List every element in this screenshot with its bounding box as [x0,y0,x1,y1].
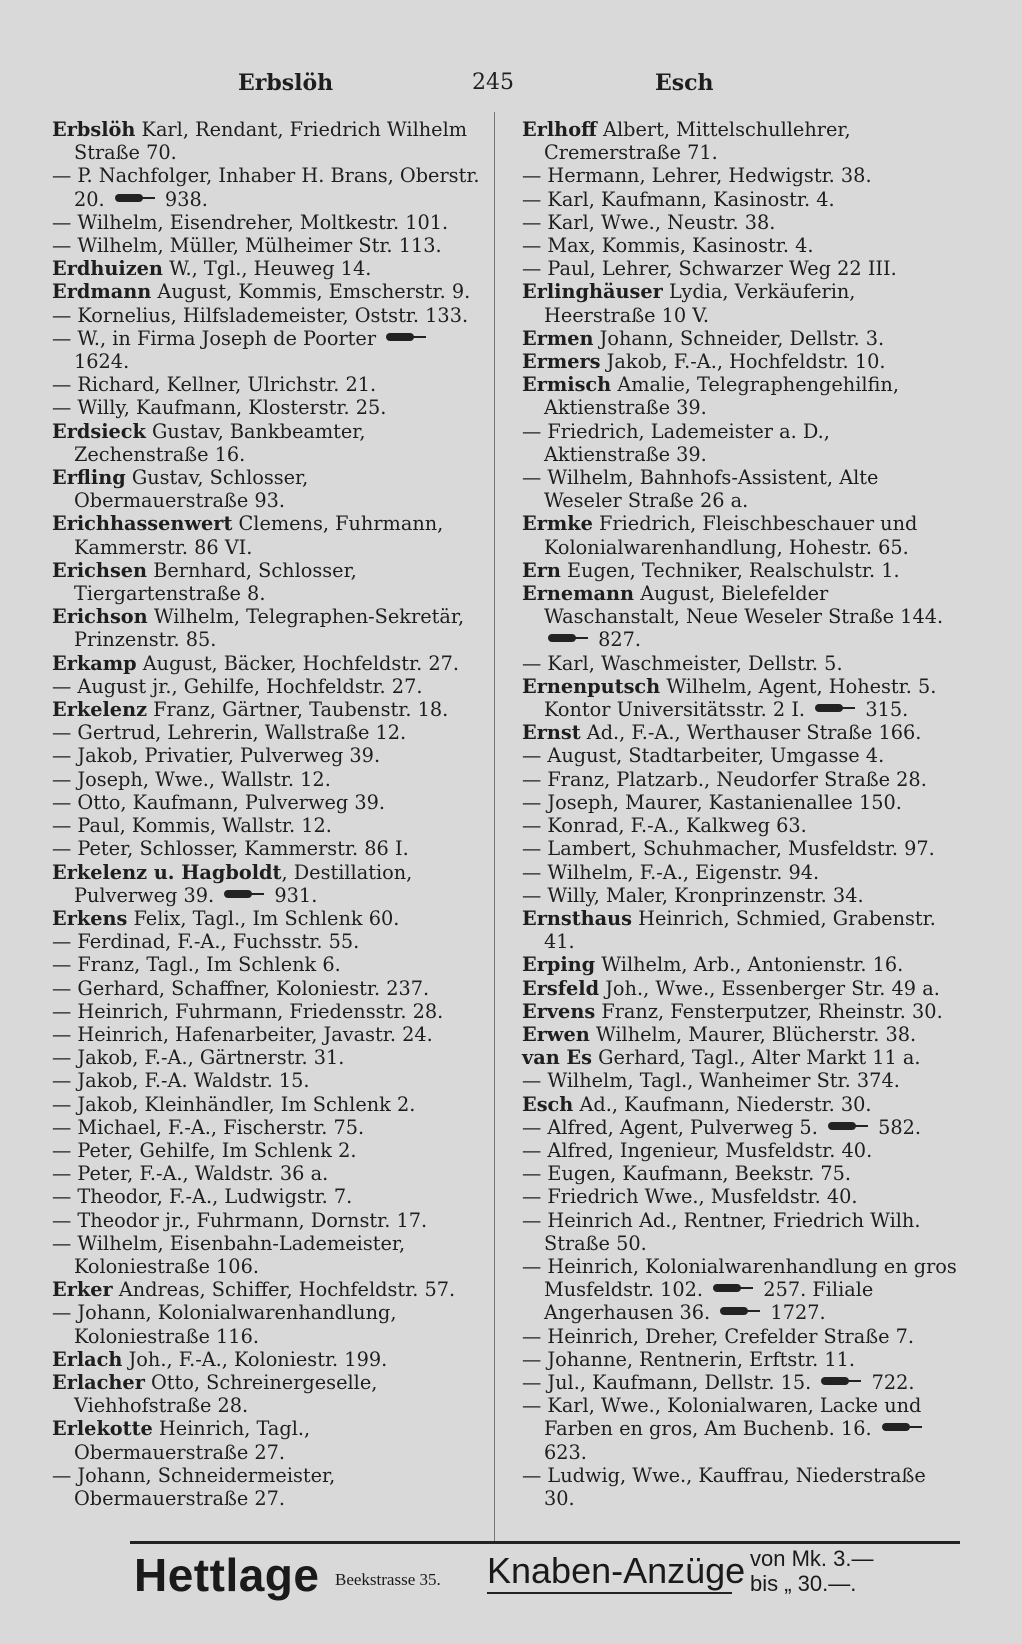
right-entry: — Johanne, Rentnerin, Erftstr. 11. [522,1347,855,1371]
right-entry: — Eugen, Kaufmann, Beekstr. 75. [522,1162,851,1186]
telephone-icon [821,1376,861,1388]
left-entry: Erkamp August, Bäcker, Hochfeldstr. 27. [52,651,459,675]
left-entry: — Peter, Gehilfe, Im Schlenk 2. [52,1138,357,1162]
left-entry: Erbslöh Karl, Rendant, Friedrich Wilhelm Straße 70. [52,118,468,165]
left-entry: Erkens Felix, Tagl., Im Schlenk 60. [52,906,400,930]
left-entry: — Peter, F.-A., Waldstr. 36 a. [52,1162,329,1186]
left-entry: — W., in Firma Joseph de Poorter 1624. [52,327,484,373]
right-entry: — Max, Kommis, Kasinostr. 4. [522,234,814,258]
right-entry: — Friedrich, Lademeister a. D., Aktienstraße 39. [522,419,830,466]
right-entry: — Ludwig, Wwe., Kauffrau, Niederstraße 30. [522,1463,926,1510]
right-column [522,118,960,1510]
right-entry: Erping Wilhelm, Arb., Antonienstr. 16. [522,953,904,977]
right-entry: Ern Eugen, Techniker, Realschulstr. 1. [522,558,900,582]
left-entry: — Jakob, Kleinhändler, Im Schlenk 2. [52,1092,416,1116]
left-entry: Erkelenz u. Hagboldt, Destillation, Pulverweg 39. 931. [52,860,413,907]
entry-surname: Ernst [522,721,581,745]
left-entry: — Michael, F.-A., Fischerstr. 75. [52,1115,365,1139]
entry-surname: Erwen [522,1022,590,1046]
advert-price [750,1546,873,1596]
left-entry: — Gerhard, Schaffner, Koloniestr. 237. [52,976,430,1000]
left-column [52,118,484,1510]
entry-surname: Erdmann [52,280,152,304]
entry-surname: Ernenputsch [522,674,661,698]
left-entry: — Richard, Kellner, Ulrichstr. 21. [52,373,377,397]
left-entry: — Willy, Kaufmann, Klosterstr. 25. [52,396,387,420]
right-entry: — Karl, Wwe., Neustr. 38. [522,210,776,234]
left-entry: Erdmann August, Kommis, Emscherstr. 9. [52,280,471,304]
right-entry: Ermisch Amalie, Telegraphengehilfin, Aktienstraße 39. [522,373,899,420]
left-entry: — P. Nachfolger, Inhaber H. Brans, Oberstr. 20. 938. [52,164,480,211]
left-entry: Erfling Gustav, Schlosser, Obermauerstraße 93. [52,466,309,513]
advert-price-from: von Mk. 3.— [750,1546,874,1571]
entry-surname: Erichsen [52,558,148,582]
telephone-icon [828,1121,868,1133]
right-entry: Erwen Wilhelm, Maurer, Blücherstr. 38. [522,1022,917,1046]
advert-underline [487,1592,732,1594]
entry-surname: Erkamp [52,651,137,675]
advert-rule [130,1541,960,1544]
entry-surname: Ermen [522,326,594,350]
entry-surname: Erbslöh [52,118,136,141]
right-entry: Ernst Ad., F.-A., Werthauser Straße 166. [522,721,922,745]
right-entry: — Heinrich, Kolonialwarenhandlung en gros Musfeldstr. 102. 257. Filiale Angerhausen 36. 1727. [522,1254,957,1325]
entry-surname: Erlacher [52,1370,145,1394]
left-entry: Erlekotte Heinrich, Tagl., Obermauerstraße 27. [52,1417,311,1464]
left-entry: Erlacher Otto, Schreinergeselle, Viehhofstraße 28. [52,1370,378,1418]
right-entry: — Karl, Waschmeister, Dellstr. 5. [522,651,843,675]
left-entry: — Johann, Schneidermeister, Obermauerstraße 27. [52,1463,336,1510]
left-entry: — Heinrich, Hafenarbeiter, Javastr. 24. [52,1022,433,1046]
right-entry: Ermen Johann, Schneider, Dellstr. 3. [522,326,885,350]
left-entry: — Jakob, Privatier, Pulverweg 39. [52,744,381,768]
entry-surname: Erping [522,953,596,977]
entry-surname: Erdsieck [52,419,146,443]
entry-surname: Erkelenz u. Hagboldt [52,860,282,884]
running-head-left: Erbslöh [238,70,334,96]
left-entry: — Ferdinad, F.-A., Fuchsstr. 55. [52,930,360,954]
right-entry: — Alfred, Agent, Pulverweg 5. 582. [522,1115,922,1139]
entry-surname: Ermers [522,350,601,374]
column-divider [494,112,495,1542]
right-entry: Ernemann August, Bielefelder Waschanstalt, Neue Weseler Straße 144. 827. [522,582,944,652]
right-entry: — Karl, Kaufmann, Kasinostr. 4. [522,187,835,211]
advert-street: Beekstrasse 35. [335,1570,441,1589]
right-entry: — Konrad, F.-A., Kalkweg 63. [522,814,807,838]
right-entry: — Alfred, Ingenieur, Musfeldstr. 40. [522,1138,873,1162]
right-entry: — Hermann, Lehrer, Hedwigstr. 38. [522,164,872,188]
right-entry: — Paul, Lehrer, Schwarzer Weg 22 III. [522,257,897,281]
left-entry: Erkelenz Franz, Gärtner, Taubenstr. 18. [52,698,449,722]
entry-surname: Erlekotte [52,1417,153,1441]
left-entry: Erlach Joh., F.-A., Koloniestr. 199. [52,1347,388,1371]
entry-surname: Ervens [522,999,596,1023]
entry-surname: Erlinghäuser [522,280,663,304]
entry-surname: Erfling [52,466,126,490]
left-entry: — Johann, Kolonialwarenhandlung, Koloniestraße 116. [52,1301,397,1348]
left-entry: — Joseph, Wwe., Wallstr. 12. [52,767,331,791]
right-entry: — Wilhelm, F.-A., Eigenstr. 94. [522,860,820,884]
right-entry: Ersfeld Joh., Wwe., Essenberger Str. 49 a. [522,976,940,1000]
right-entry: — Karl, Wwe., Kolonialwaren, Lacke und Farben en gros, Am Buchenb. 16. 623. [522,1394,922,1464]
entry-surname: Erker [52,1278,113,1302]
left-entry: — Wilhelm, Eisenbahn-Lademeister, Koloniestraße 106. [52,1231,406,1278]
telephone-icon [224,889,264,901]
right-entry: van Es Gerhard, Tagl., Alter Markt 11 a. [522,1046,921,1070]
right-entry: Ermke Friedrich, Fleischbeschauer und Kolonialwarenhandlung, Hohestr. 65. [522,512,918,559]
telephone-icon [115,193,155,205]
left-entry: — Wilhelm, Müller, Mülheimer Str. 113. [52,234,442,258]
telephone-icon [882,1422,922,1434]
right-entry: — Wilhelm, Bahnhofs-Assistent, Alte Weseler Straße 26 a. [522,466,879,513]
entry-surname: Erdhuizen [52,257,163,281]
left-entry: Erker Andreas, Schiffer, Hochfeldstr. 57. [52,1278,456,1302]
right-entry: — Friedrich Wwe., Musfeldstr. 40. [522,1185,858,1209]
entry-surname: Erlach [52,1347,123,1371]
entry-surname: Erlhoff [522,118,597,141]
left-entry: — Franz, Tagl., Im Schlenk 6. [52,953,341,977]
left-entry: — Paul, Kommis, Wallstr. 12. [52,814,332,838]
entry-surname: van Es [522,1046,592,1070]
entry-surname: Ernsthaus [522,906,633,930]
left-entry: Erichson Wilhelm, Telegraphen-Sekretär, Prinzenstr. 85. [52,605,465,652]
advert-price-to: bis „ 30.—. [750,1571,857,1596]
telephone-icon [548,633,588,645]
telephone-icon [815,703,855,715]
right-entry: Esch Ad., Kaufmann, Niederstr. 30. [522,1092,872,1116]
right-entry: Ervens Franz, Fensterputzer, Rheinstr. 30. [522,999,943,1023]
left-entry: — Theodor, F.-A., Ludwigstr. 7. [52,1185,353,1209]
right-entry: Erlhoff Albert, Mittelschullehrer, Cremerstraße 71. [522,118,851,165]
left-entry: — Jakob, F.-A. Waldstr. 15. [52,1069,310,1093]
running-head-right: Esch [655,70,714,96]
entry-surname: Erichhassenwert [52,512,233,536]
left-entry: Erichhassenwert Clemens, Fuhrmann, Kammerstr. 86 VI. [52,512,444,559]
advert-brand: Hettlage [134,1549,320,1601]
left-entry: Erdsieck Gustav, Bankbeamter, Zechenstraße 16. [52,419,366,466]
right-entry: Ermers Jakob, F.-A., Hochfeldstr. 10. [522,350,886,374]
entry-surname: Ermisch [522,373,612,397]
entry-surname: Erkens [52,906,128,930]
entry-surname: Esch [522,1092,574,1116]
left-entry: — Gertrud, Lehrerin, Wallstraße 12. [52,721,407,745]
right-entry: — August, Stadtarbeiter, Umgasse 4. [522,744,885,768]
entry-surname: Ersfeld [522,976,600,1000]
right-entry: — Wilhelm, Tagl., Wanheimer Str. 374. [522,1069,900,1093]
right-entry: Erlinghäuser Lydia, Verkäuferin, Heerstraße 10 V. [522,280,856,327]
left-entry: Erichsen Bernhard, Schlosser, Tiergartenstraße 8. [52,558,357,606]
entry-surname: Erkelenz [52,698,148,722]
right-entry: — Heinrich Ad., Rentner, Friedrich Wilh. Straße 50. [522,1208,921,1255]
left-entry: Erdhuizen W., Tgl., Heuweg 14. [52,257,372,281]
advert-product: Knaben-Anzüge [487,1550,746,1591]
right-entry: — Heinrich, Dreher, Crefelder Straße 7. [522,1324,915,1348]
entry-surname: Ern [522,558,561,582]
entry-surname: Ernemann [522,582,635,606]
telephone-icon [386,332,426,344]
entry-surname: Ermke [522,512,593,536]
left-entry: — Wilhelm, Eisendreher, Moltkestr. 101. [52,210,449,234]
right-entry: Ernsthaus Heinrich, Schmied, Grabenstr. 41. [522,906,936,954]
left-entry: — Peter, Schlosser, Kammerstr. 86 I. [52,837,409,861]
page-number: 245 [472,70,514,95]
right-entry: Ernenputsch Wilhelm, Agent, Hohestr. 5. Kontor Universitätsstr. 2 I. 315. [522,674,937,722]
right-entry: — Franz, Platzarb., Neudorfer Straße 28. [522,767,927,791]
right-entry: — Jul., Kaufmann, Dellstr. 15. 722. [522,1370,915,1394]
left-entry: — Theodor jr., Fuhrmann, Dornstr. 17. [52,1208,428,1232]
left-entry: — August jr., Gehilfe, Hochfeldstr. 27. [52,674,423,698]
left-entry: — Kornelius, Hilfslademeister, Oststr. 133. [52,303,469,327]
left-entry: — Jakob, F.-A., Gärtnerstr. 31. [52,1046,345,1070]
left-entry: — Otto, Kaufmann, Pulverweg 39. [52,790,386,814]
right-entry: — Joseph, Maurer, Kastanienallee 150. [522,790,902,814]
right-entry: — Willy, Maler, Kronprinzenstr. 34. [522,883,864,907]
telephone-icon [713,1283,753,1295]
left-entry: — Heinrich, Fuhrmann, Friedensstr. 28. [52,999,444,1023]
telephone-icon [720,1306,760,1318]
entry-surname: Erichson [52,605,148,629]
right-entry: — Lambert, Schuhmacher, Musfeldstr. 97. [522,837,935,861]
